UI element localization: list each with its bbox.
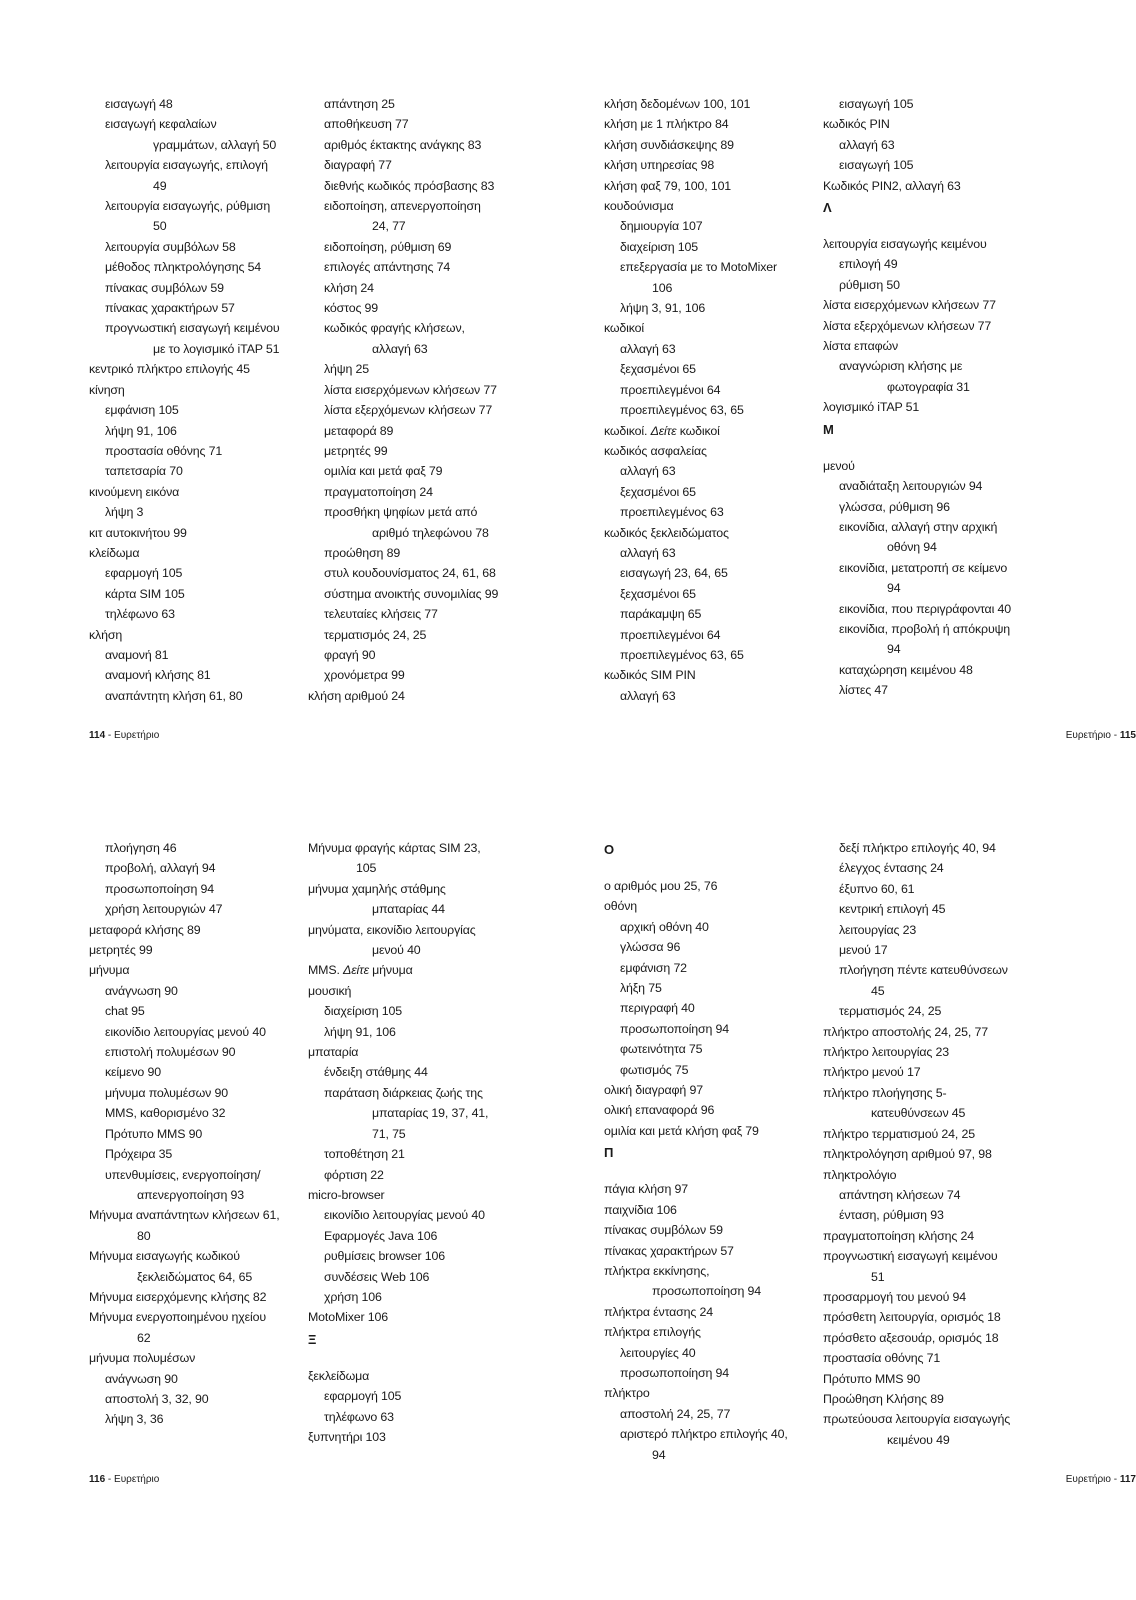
index-entry: πρωτεύουσα λειτουργία εισαγωγής: [823, 1412, 1011, 1427]
index-subentry: απάντηση 25: [324, 97, 395, 111]
index-subentry: λήψη 91, 106: [324, 1024, 396, 1039]
index-subentry: τερματισμός 24, 25: [324, 627, 427, 642]
index-letter-heading: Ο: [604, 842, 614, 857]
index-entry: πρόσθετο αξεσουάρ, ορισμός 18: [823, 1330, 999, 1345]
footer-label: Ευρετήριο: [114, 730, 160, 741]
index-entry: [604, 421, 819, 441]
index-subentry: 80: [137, 1228, 151, 1243]
index-entry: κινούμενη εικόνα: [89, 484, 180, 499]
index-entry: κιτ αυτοκινήτου 99: [89, 525, 187, 540]
entry-text: MMS.: [308, 963, 344, 978]
index-subentry: λειτουργία συμβόλων 58: [105, 239, 236, 254]
index-entry: Μήνυμα φραγής κάρτας SIM 23,: [308, 841, 481, 855]
index-subentry: κεντρική επιλογή 45: [839, 902, 946, 917]
index-column-right: [823, 838, 1038, 1450]
index-subentry: chat 95: [105, 1004, 145, 1019]
index-subentry: 51: [871, 1269, 885, 1284]
index-subentry: ομιλία και μετά φαξ 79: [324, 464, 443, 479]
index-entry: κλείδωμα: [89, 545, 140, 560]
index-subentry: τερματισμός 24, 25: [839, 1004, 942, 1019]
index-column-left: [604, 838, 819, 1465]
index-subentry: αλλαγή 63: [620, 545, 676, 560]
index-subentry: Πρόχειρα 35: [105, 1147, 173, 1162]
index-subentry: κειμένου 49: [887, 1432, 950, 1447]
index-subentry: διαχείριση 105: [324, 1004, 402, 1019]
index-entry: πλήκτρα εκκίνησης,: [604, 1263, 710, 1278]
index-entry: κωδικός PIN: [823, 117, 890, 132]
index-subentry: λήψη 3, 36: [105, 1412, 164, 1427]
index-subentry: προώθηση 89: [324, 545, 401, 560]
index-entry: ολική επαναφορά 96: [604, 1103, 715, 1118]
index-subentry: επιλογή 49: [839, 257, 898, 272]
index-subentry: λίστα εισερχόμενων κλήσεων 77: [324, 382, 497, 397]
index-subentry: αναπάντητη κλήση 61, 80: [105, 688, 243, 703]
index-subentry: 94: [652, 1447, 666, 1462]
index-subentry: επεξεργασία με το MotoMixer: [620, 260, 778, 275]
index-subentry: λήψη 3, 91, 106: [620, 301, 706, 316]
index-entry: κωδικοί: [604, 321, 645, 336]
index-subentry: ρύθμιση 50: [839, 277, 900, 292]
index-entry: ξεκλείδωμα: [308, 1368, 370, 1383]
index-letter-heading: Π: [604, 1145, 614, 1161]
index-entry: κλήση με 1 πλήκτρο 84: [604, 117, 729, 132]
index-column-right: [308, 94, 523, 706]
index-entry: ξυπνητήρι 103: [308, 1429, 386, 1444]
index-subentry: προσωποποίηση 94: [620, 1365, 729, 1380]
index-subentry: φραγή 90: [324, 647, 376, 662]
index-subentry: ξεχασμένοι 65: [620, 586, 696, 601]
index-subentry: αναμονή κλήσης 81: [105, 668, 211, 683]
index-column-right: [308, 838, 523, 1447]
index-subentry: λήψη 3: [105, 505, 144, 520]
index-entry: λειτουργία εισαγωγής κειμένου: [823, 237, 987, 252]
index-subentry: ειδοποίηση, ρύθμιση 69: [324, 239, 452, 254]
index-subentry: αλλαγή 63: [839, 137, 895, 152]
see-reference: Δείτε: [343, 963, 369, 978]
index-column-left: [89, 838, 304, 1430]
index-subentry: εφαρμογή 105: [324, 1389, 402, 1404]
index-subentry: αποστολή 3, 32, 90: [105, 1391, 209, 1406]
index-subentry: εμφάνιση 105: [105, 403, 179, 418]
index-subentry: πλοήγηση 46: [105, 841, 177, 855]
see-reference: Δείτε: [650, 423, 677, 438]
index-subentry: δεξί πλήκτρο επιλογής 40, 94: [839, 841, 996, 855]
index-subentry: επιστολή πολυμέσων 90: [105, 1045, 236, 1060]
index-subentry: παράταση διάρκειας ζωής της: [324, 1085, 483, 1100]
index-subentry: διαγραφή 77: [324, 158, 392, 173]
index-subentry: ταπετσαρία 70: [105, 464, 183, 479]
index-entry: μουσική: [308, 983, 352, 998]
index-letter-heading: Μ: [823, 421, 834, 437]
index-subentry: μενού 17: [839, 943, 888, 958]
index-subentry: διαχείριση 105: [620, 239, 698, 254]
index-subentry: στυλ κουδουνίσματος 24, 61, 68: [324, 566, 496, 581]
index-entry: κεντρικό πλήκτρο επιλογής 45: [89, 362, 250, 377]
index-entry: πλήκτρα έντασης 24: [604, 1304, 714, 1319]
footer-label: Ευρετήριο: [1065, 1474, 1111, 1485]
index-entry: πλήκτρο πλοήγησης 5-: [823, 1085, 947, 1100]
page-number: 114: [89, 730, 106, 741]
index-subentry: τελευταίες κλήσεις 77: [324, 607, 438, 622]
index-entry: Κωδικός PIN2, αλλαγή 63: [823, 178, 961, 193]
index-subentry: 49: [153, 178, 167, 193]
index-subentry: πίνακας συμβόλων 59: [105, 280, 224, 295]
index-subentry: προσωποποίηση 94: [652, 1284, 761, 1299]
index-subentry: εικονίδια, προβολή ή απόκρυψη: [839, 621, 1010, 636]
index-subentry: κωδικός φραγής κλήσεων,: [324, 321, 465, 336]
reference-target: κωδικοί: [676, 423, 720, 438]
index-entry: Προώθηση Κλήσης 89: [823, 1391, 944, 1406]
index-subentry: αριστερό πλήκτρο επιλογής 40,: [620, 1427, 788, 1442]
index-subentry: λειτουργίας 23: [839, 922, 917, 937]
footer-separator: -: [1110, 730, 1120, 741]
index-entry: μηνύματα, εικονίδιο λειτουργίας: [308, 922, 476, 937]
index-subentry: έξυπνο 60, 61: [839, 881, 915, 896]
index-subentry: με το λογισμικό iTAP 51: [153, 341, 280, 356]
page-footer: [1066, 1474, 1136, 1486]
index-entry: πλήκτρα επιλογής: [604, 1325, 701, 1340]
index-subentry: μενού 40: [372, 943, 421, 958]
index-subentry: αρχική οθόνη 40: [620, 919, 709, 934]
index-subentry: κόστος 99: [324, 301, 379, 316]
index-entry: πλήκτρο λειτουργίας 23: [823, 1045, 950, 1060]
index-subentry: αλλαγή 63: [620, 688, 676, 703]
entry-text: κωδικοί.: [604, 423, 651, 438]
index-entry: παιχνίδια 106: [604, 1202, 677, 1217]
index-subentry: 50: [153, 219, 167, 234]
index-subentry: λειτουργίες 40: [620, 1345, 696, 1360]
index-subentry: Εφαρμογές Java 106: [324, 1228, 438, 1243]
index-entry: κλήση δεδομένων 100, 101: [604, 97, 751, 111]
index-subentry: προβολή, αλλαγή 94: [105, 861, 216, 876]
index-subentry: φόρτιση 22: [324, 1167, 384, 1182]
index-entry: MotoMixer 106: [308, 1310, 388, 1325]
index-subentry: κατευθύνσεων 45: [871, 1106, 966, 1121]
index-entry: Μήνυμα εισαγωγής κωδικού: [89, 1249, 240, 1264]
index-subentry: συνδέσεις Web 106: [324, 1269, 430, 1284]
index-subentry: ανάγνωση 90: [105, 983, 178, 998]
index-entry: κωδικός ασφαλείας: [604, 443, 707, 458]
index-entry: μενού: [823, 458, 855, 473]
index-subentry: 71, 75: [372, 1126, 406, 1141]
index-page-115: [604, 94, 1136, 774]
index-entry: προστασία οθόνης 71: [823, 1351, 941, 1366]
index-subentry: προστασία οθόνης 71: [105, 443, 223, 458]
index-subentry: 45: [871, 983, 885, 998]
footer-separator: -: [1110, 1474, 1120, 1485]
index-subentry: μεταφορά 89: [324, 423, 394, 438]
index-entry: λίστα επαφών: [823, 339, 899, 354]
index-subentry: εικονίδιο λειτουργίας μενού 40: [105, 1024, 266, 1039]
index-subentry: αποθήκευση 77: [324, 117, 409, 132]
index-subentry: 62: [137, 1330, 151, 1345]
index-subentry: φωτεινότητα 75: [620, 1042, 703, 1057]
index-entry: λίστα εισερχόμενων κλήσεων 77: [823, 298, 996, 313]
index-subentry: ειδοποίηση, απενεργοποίηση: [324, 199, 481, 214]
index-subentry: προεπιλεγμένοι 64: [620, 382, 721, 397]
index-entry: λογισμικό iTAP 51: [823, 400, 920, 415]
index-subentry: αλλαγή 63: [620, 464, 676, 479]
index-subentry: αριθμός έκτακτης ανάγκης 83: [324, 137, 482, 152]
page-number: 116: [89, 1474, 106, 1485]
index-entry: μεταφορά κλήσης 89: [89, 922, 201, 937]
footer-separator: -: [105, 1474, 115, 1485]
index-subentry: μέθοδος πληκτρολόγησης 54: [105, 260, 262, 275]
index-subentry: γλώσσα, ρύθμιση 96: [839, 499, 950, 514]
footer-label: Ευρετήριο: [114, 1474, 160, 1485]
index-entry: μήνυμα: [89, 963, 130, 978]
index-subentry: μπαταρίας 19, 37, 41,: [372, 1106, 489, 1121]
index-entry: Πρότυπο MMS 90: [823, 1371, 921, 1386]
index-subentry: 24, 77: [372, 219, 406, 234]
index-subentry: σύστημα ανοικτής συνομιλίας 99: [324, 586, 499, 601]
page-footer: [89, 730, 159, 742]
index-entry: κλήση αριθμού 24: [308, 688, 405, 703]
index-entry: Μήνυμα ενεργοποιημένου ηχείου: [89, 1310, 266, 1325]
index-subentry: έλεγχος έντασης 24: [839, 861, 944, 876]
index-entry: πληκτρολόγιο: [823, 1167, 897, 1182]
index-entry: πρόσθετη λειτουργία, ορισμός 18: [823, 1310, 1001, 1325]
index-entry: πλήκτρο τερματισμού 24, 25: [823, 1126, 975, 1141]
index-subentry: προεπιλεγμένος 63, 65: [620, 403, 744, 418]
reference-target: μήνυμα: [368, 963, 413, 978]
index-entry: πληκτρολόγηση αριθμού 97, 98: [823, 1147, 992, 1162]
index-letter-heading: Ξ: [308, 1331, 317, 1347]
index-subentry: ρυθμίσεις browser 106: [324, 1249, 445, 1264]
index-column-left: [604, 94, 819, 706]
index-entry: ομιλία και μετά κλήση φαξ 79: [604, 1123, 759, 1138]
index-subentry: 94: [887, 642, 901, 657]
index-entry: micro-browser: [308, 1187, 385, 1202]
index-subentry: κλήση 24: [324, 280, 374, 295]
index-entry: κίνηση: [89, 382, 125, 397]
index-subentry: εμφάνιση 72: [620, 960, 687, 975]
index-subentry: λήξη 75: [620, 981, 662, 996]
index-subentry: λίστα εξερχόμενων κλήσεων 77: [324, 403, 493, 418]
index-subentry: μήνυμα πολυμέσων 90: [105, 1085, 229, 1100]
index-subentry: ξεκλειδώματος 64, 65: [137, 1269, 253, 1284]
index-column-left: [89, 94, 304, 706]
index-entry: πλήκτρο μενού 17: [823, 1065, 921, 1080]
index-subentry: μπαταρίας 44: [372, 902, 445, 917]
index-entry: κλήση υπηρεσίας 98: [604, 158, 715, 173]
index-subentry: ανάγνωση 90: [105, 1371, 178, 1386]
index-subentry: εικονίδια, που περιγράφονται 40: [839, 601, 1011, 616]
index-entry: ολική διαγραφή 97: [604, 1083, 703, 1098]
index-entry: κωδικός ξεκλειδώματος: [604, 525, 729, 540]
index-entry: πλήκτρο: [604, 1386, 650, 1401]
index-subentry: λήψη 25: [324, 362, 369, 377]
index-subentry: εισαγωγή 105: [839, 158, 914, 173]
index-subentry: απάντηση κλήσεων 74: [839, 1187, 961, 1202]
index-entry: πραγματοποίηση κλήσης 24: [823, 1228, 974, 1243]
index-subentry: προσωποποίηση 94: [105, 881, 214, 896]
index-subentry: ένταση, ρύθμιση 93: [839, 1208, 944, 1223]
index-subentry: λειτουργία εισαγωγής, επιλογή: [105, 158, 268, 173]
index-subentry: 94: [887, 581, 901, 596]
index-subentry: πλοήγηση πέντε κατευθύνσεων: [839, 963, 1008, 978]
index-subentry: προεπιλεγμένος 63, 65: [620, 647, 744, 662]
index-entry: πλήκτρο αποστολής 24, 25, 77: [823, 1024, 988, 1039]
index-subentry: MMS, καθορισμένο 32: [105, 1106, 226, 1121]
index-subentry: τηλέφωνο 63: [105, 607, 175, 622]
index-entry: κουδούνισμα: [604, 199, 674, 214]
index-letter-heading: Λ: [823, 200, 832, 216]
index-subentry: γραμμάτων, αλλαγή 50: [153, 137, 277, 152]
index-entry: κλήση: [89, 627, 123, 642]
index-entry: οθόνη: [604, 899, 638, 914]
index-subentry: Πρότυπο MMS 90: [105, 1126, 203, 1141]
index-page-114: [89, 94, 621, 774]
index-subentry: περιγραφή 40: [620, 1001, 695, 1016]
index-entry: μήνυμα πολυμέσων: [89, 1351, 196, 1366]
index-entry: ο αριθμός μου 25, 76: [604, 879, 718, 893]
index-subentry: λειτουργία εισαγωγής, ρύθμιση: [105, 199, 271, 214]
index-subentry: εισαγωγή 105: [839, 97, 914, 111]
index-subentry: προσθήκη ψηφίων μετά από: [324, 505, 478, 520]
index-subentry: αποστολή 24, 25, 77: [620, 1406, 731, 1421]
index-subentry: δημιουργία 107: [620, 219, 703, 234]
index-subentry: 106: [652, 280, 673, 295]
index-entry: πίνακας χαρακτήρων 57: [604, 1243, 734, 1258]
page-number: 117: [1119, 1474, 1136, 1485]
index-entry: πίνακας συμβόλων 59: [604, 1223, 723, 1238]
index-subentry: γλώσσα 96: [620, 940, 681, 955]
index-subentry: αλλαγή 63: [620, 341, 676, 356]
index-subentry: προσωποποίηση 94: [620, 1021, 729, 1036]
index-subentry: προεπιλεγμένος 63: [620, 505, 724, 520]
index-subentry: καταχώρηση κειμένου 48: [839, 662, 973, 677]
index-subentry: ξεχασμένοι 65: [620, 484, 696, 499]
index-subentry: τηλέφωνο 63: [324, 1409, 394, 1424]
index-subentry: εισαγωγή 48: [105, 97, 173, 111]
index-entry: λίστα εξερχόμενων κλήσεων 77: [823, 318, 992, 333]
index-subentry: χρονόμετρα 99: [324, 668, 405, 683]
page-footer: [1066, 730, 1136, 742]
index-subentry: μετρητές 99: [324, 443, 388, 458]
index-entry: μετρητές 99: [89, 943, 153, 958]
index-subentry: 105: [356, 861, 377, 876]
index-entry: κωδικός SIM PIN: [604, 668, 696, 683]
footer-separator: -: [105, 730, 115, 741]
index-entry: κλήση συνδιάσκεψης 89: [604, 137, 734, 152]
index-entry: προγνωστική εισαγωγή κειμένου: [823, 1249, 998, 1264]
page-number: 115: [1119, 730, 1136, 741]
index-page-117: [604, 838, 1136, 1518]
index-subentry: κείμενο 90: [105, 1065, 161, 1080]
index-subentry: τοποθέτηση 21: [324, 1147, 405, 1162]
index-subentry: απενεργοποίηση 93: [137, 1187, 245, 1202]
index-subentry: διεθνής κωδικός πρόσβασης 83: [324, 178, 495, 193]
index-entry: κλήση φαξ 79, 100, 101: [604, 178, 732, 193]
index-entry: Μήνυμα αναπάντητων κλήσεων 61,: [89, 1208, 280, 1223]
index-subentry: ξεχασμένοι 65: [620, 362, 696, 377]
index-page-116: [89, 838, 621, 1518]
index-subentry: κάρτα SIM 105: [105, 586, 185, 601]
footer-label: Ευρετήριο: [1065, 730, 1111, 741]
index-entry: μήνυμα χαμηλής στάθμης: [308, 881, 446, 896]
index-subentry: εικονίδια, αλλαγή στην αρχική: [839, 519, 998, 534]
index-subentry: χρήση λειτουργιών 47: [105, 902, 223, 917]
index-subentry: οθόνη 94: [887, 540, 937, 555]
index-entry: μπαταρία: [308, 1045, 359, 1060]
index-subentry: λήψη 91, 106: [105, 423, 177, 438]
index-subentry: αναγνώριση κλήσης με: [839, 359, 963, 374]
index-subentry: επιλογές απάντησης 74: [324, 260, 451, 275]
index-subentry: πίνακας χαρακτήρων 57: [105, 301, 235, 316]
index-subentry: υπενθυμίσεις, ενεργοποίηση/: [105, 1167, 261, 1182]
index-subentry: αριθμό τηλεφώνου 78: [372, 525, 489, 540]
index-column-right: [823, 94, 1038, 701]
index-subentry: εισαγωγή κεφαλαίων: [105, 117, 217, 132]
page-footer: [89, 1474, 159, 1486]
index-subentry: εικονίδια, μετατροπή σε κείμενο: [839, 560, 1008, 575]
index-subentry: εικονίδιο λειτουργίας μενού 40: [324, 1208, 485, 1223]
index-subentry: προγνωστική εισαγωγή κειμένου: [105, 321, 280, 336]
index-subentry: αναμονή 81: [105, 647, 169, 662]
index-subentry: λίστες 47: [839, 683, 888, 698]
index-subentry: προεπιλεγμένοι 64: [620, 627, 721, 642]
index-subentry: παράκαμψη 65: [620, 607, 702, 622]
index-subentry: φωτογραφία 31: [887, 379, 970, 394]
index-subentry: ένδειξη στάθμης 44: [324, 1065, 428, 1080]
index-entry: [308, 960, 523, 980]
index-subentry: φωτισμός 75: [620, 1062, 689, 1077]
index-subentry: χρήση 106: [324, 1289, 382, 1304]
index-subentry: εισαγωγή 23, 64, 65: [620, 566, 728, 581]
index-subentry: αλλαγή 63: [372, 341, 428, 356]
index-entry: προσαρμογή του μενού 94: [823, 1289, 967, 1304]
index-subentry: πραγματοποίηση 24: [324, 484, 433, 499]
index-entry: πάγια κλήση 97: [604, 1182, 689, 1197]
index-subentry: αναδιάταξη λειτουργιών 94: [839, 479, 983, 494]
index-subentry: εφαρμογή 105: [105, 566, 183, 581]
index-entry: Μήνυμα εισερχόμενης κλήσης 82: [89, 1289, 267, 1304]
